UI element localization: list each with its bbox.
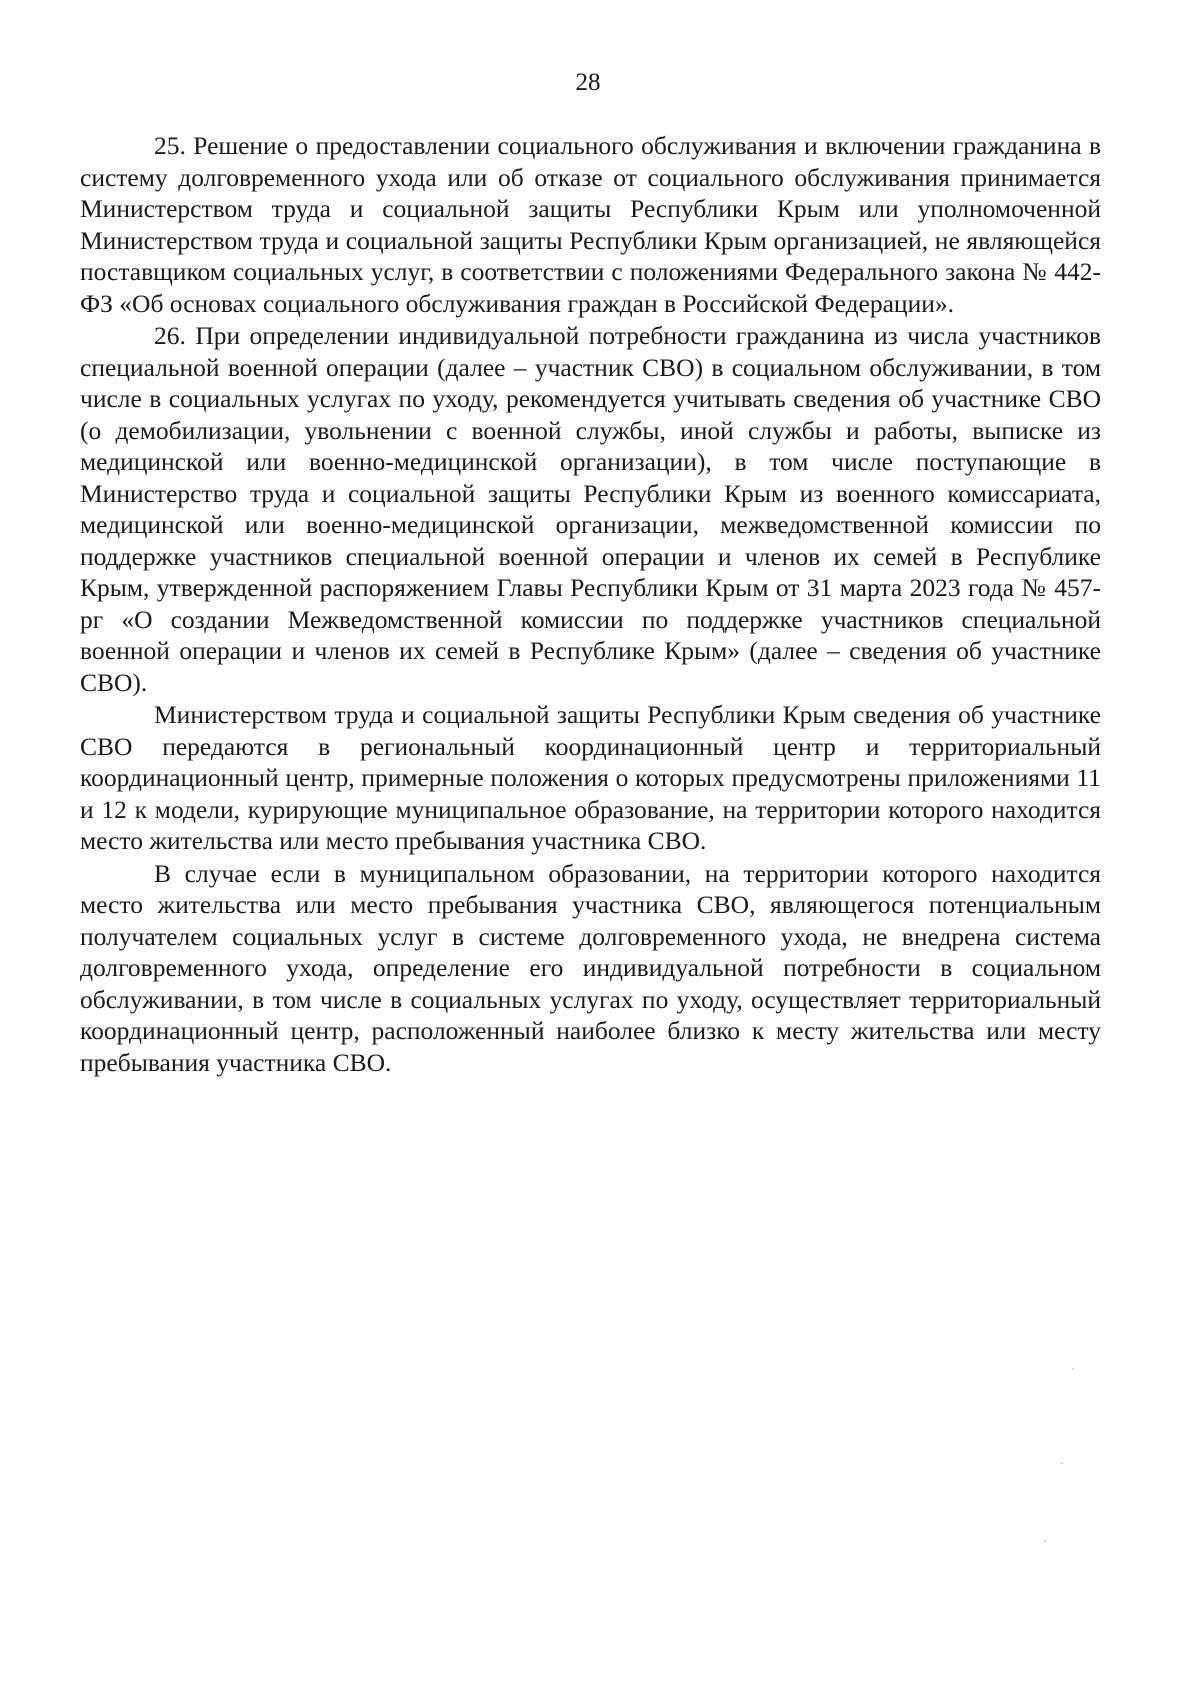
paragraph-territorial-center: В случае если в муниципальном образовании, на территории которого находится место жительства или место пребывания участника СВО, являющегося потенциальным получателем социальных услуг в системе долговременного ухода, не внедрена система долговременного ухода, определение его индивидуальной потребности в социальном обслуживании, в том числе в социальных услугах по уходу, осуществляет территориальный координационный центр, расположенный наиболее близко к месту жительства или месту пребывания участника СВО. <box>80 858 1101 1077</box>
scan-speck <box>1044 1540 1046 1542</box>
document-body <box>80 130 1101 1078</box>
paragraph-svo-info-transfer: Министерством труда и социальной защиты Республики Крым сведения об участнике СВО передаются в региональный координационный центр и территориальный координационный центр, примерные положения о которых предусмотрены приложениями 11 и 12 к модели, курирующие муниципальное образование, на территории которого находится место жительства или место пребывания участника СВО. <box>80 700 1101 855</box>
scan-speck <box>1061 1462 1063 1464</box>
scan-speck <box>1072 1368 1074 1370</box>
paragraph-26: 26. При определении индивидуальной потребности гражданина из числа участников специальной военной операции (далее – участник СВО) в социальном обслуживании, в том числе в социальных услугах по уходу, рекомендуется учитывать сведения об участнике СВО (о демобилизации, увольнении с военной службы, иной службы и работы, выписке из медицинской или военно-медицинской организации), в том числе поступающие в Министерство труда и социальной защиты Республики Крым из военного комиссариата, медицинской или военно-медицинской организации, межведомственной комиссии по поддержке участников специальной военной операции и членов их семей в Республике Крым, утвержденной распоряжением Главы Республики Крым от 31 марта 2023 года № 457-рг «О создании Межведомственной комиссии по поддержке участников специальной военной операции и членов их семей в Республике Крым» (далее – сведения об участнике СВО). <box>80 321 1101 697</box>
paragraph-25: 25. Решение о предоставлении социального обслуживания и включении гражданина в систему долговременного ухода или об отказе от социального обслуживания принимается Министерством труда и социальной защиты Республики Крым или уполномоченной Министерством труда и социальной защиты Республики Крым организацией, не являющейся поставщиком социальных услуг, в соответствии с положениями Федерального закона № 442-ФЗ «Об основах социального обслуживания граждан в Российской Федерации». <box>80 131 1101 318</box>
page-number: 28 <box>575 69 601 96</box>
